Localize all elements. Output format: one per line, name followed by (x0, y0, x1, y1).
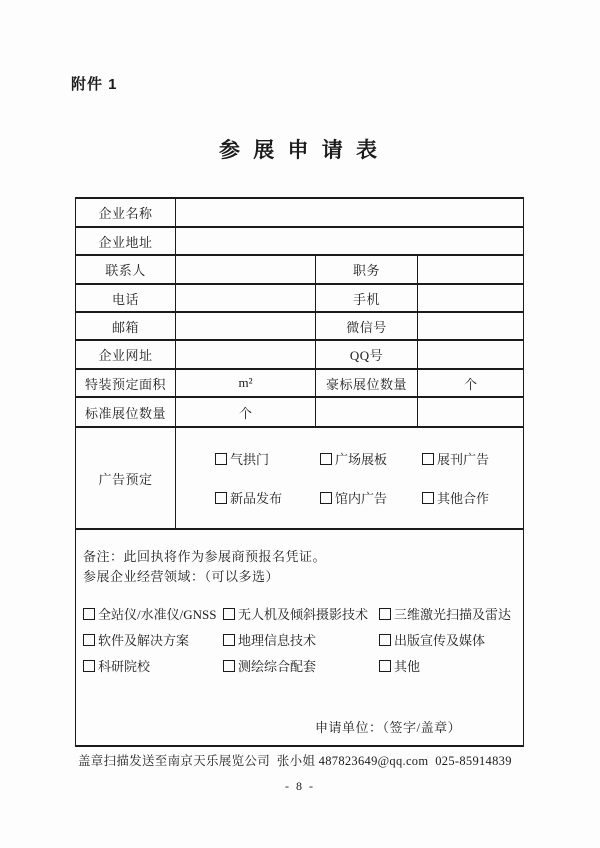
checkbox-software-solutions (83, 630, 223, 649)
option-label: 其他 (394, 658, 421, 674)
position-label: 职务 (316, 255, 418, 284)
checkbox-icon (320, 453, 332, 465)
qq-field (418, 340, 524, 369)
page-title: 参 展 申 请 表 (219, 138, 381, 162)
table-row (76, 284, 524, 312)
special-area-unit: m² (176, 369, 316, 397)
checkbox-icon (320, 492, 332, 504)
deluxe-booth-label: 豪标展位数量 (316, 369, 418, 397)
deluxe-booth-unit: 个 (418, 369, 524, 397)
option-label: 气拱门 (230, 452, 270, 467)
footer-contact-line: 盖章扫描发送至南京天乐展览公司 张小姐 487823649@qq.com 025-85914839 (78, 754, 512, 768)
special-area-label: 特装预定面积 (76, 369, 176, 397)
ad-reservation-label: 广告预定 (76, 427, 176, 529)
table-row (76, 312, 524, 340)
option-label: 三维激光扫描及雷达 (394, 606, 512, 622)
standard-booth-label: 标准展位数量 (76, 397, 176, 427)
table-row (76, 427, 524, 529)
checkbox-icon (223, 634, 235, 646)
checkbox-other (379, 656, 515, 675)
company-name-field (176, 198, 524, 227)
checkbox-icon (379, 634, 391, 646)
business-scope-heading: 参展企业经营领域：（可以多选） (83, 568, 280, 584)
table-row (76, 369, 524, 397)
checkbox-3d-laser-lidar (379, 604, 515, 623)
option-label: 全站仪/水准仪/GNSS (98, 606, 217, 622)
option-label: 无人机及倾斜摄影技术 (238, 606, 369, 622)
checkbox-uav-oblique-photography (223, 604, 379, 623)
table-row (76, 198, 524, 227)
mobile-label: 手机 (316, 284, 418, 312)
website-label: 企业网址 (76, 340, 176, 369)
checkbox-total-station-gnss (83, 604, 223, 623)
checkbox-hall-ad (320, 488, 422, 507)
option-label: 广场展板 (335, 452, 388, 467)
page-number: - 8 - (285, 779, 315, 793)
checkbox-icon (379, 660, 391, 672)
checkbox-journal-ad (422, 449, 523, 468)
table-row (76, 529, 524, 746)
ad-reservation-options (176, 427, 524, 529)
checkbox-research-institutes (83, 656, 223, 675)
option-label: 其他合作 (437, 491, 490, 506)
empty-cell (418, 397, 524, 427)
checkbox-other-cooperation (422, 488, 523, 507)
contact-person-field (176, 255, 316, 284)
option-label: 馆内广告 (335, 491, 388, 506)
checkbox-arch-gate (215, 449, 320, 468)
option-label: 地理信息技术 (238, 632, 317, 648)
email-label: 邮箱 (76, 312, 176, 340)
option-label: 软件及解决方案 (98, 632, 190, 648)
mobile-field (418, 284, 524, 312)
company-address-label: 企业地址 (76, 227, 176, 255)
checkbox-icon (83, 634, 95, 646)
checkbox-icon (215, 453, 227, 465)
option-label: 新品发布 (230, 491, 283, 506)
email-field (176, 312, 316, 340)
signature-line: 申请单位：（签字/盖章） (315, 719, 462, 735)
business-fields-grid (83, 604, 515, 675)
company-name-label: 企业名称 (76, 198, 176, 227)
option-label: 展刊广告 (437, 452, 490, 467)
remark-line: 备注：此回执将作为参展商预报名凭证。 (83, 548, 327, 564)
notes-cell (76, 529, 524, 746)
table-row (76, 397, 524, 427)
company-address-field (176, 227, 524, 255)
phone-label: 电话 (76, 284, 176, 312)
checkbox-icon (223, 608, 235, 620)
checkbox-surveying-support (223, 656, 379, 675)
table-row (76, 227, 524, 255)
checkbox-icon (223, 660, 235, 672)
website-field (176, 340, 316, 369)
contact-person-label: 联系人 (76, 255, 176, 284)
position-field (418, 255, 524, 284)
attachment-label: 附件 1 (71, 76, 118, 93)
checkbox-plaza-board (320, 449, 422, 468)
application-form-table (75, 197, 524, 747)
checkbox-icon (422, 492, 434, 504)
checkbox-icon (422, 453, 434, 465)
table-row (76, 340, 524, 369)
empty-cell (316, 397, 418, 427)
table-row (76, 255, 524, 284)
checkbox-icon (215, 492, 227, 504)
checkbox-icon (83, 660, 95, 672)
checkbox-icon (83, 608, 95, 620)
option-label: 测绘综合配套 (238, 658, 317, 674)
option-label: 科研院校 (98, 658, 151, 674)
qq-label: QQ号 (316, 340, 418, 369)
checkbox-product-launch (215, 488, 320, 507)
phone-field (176, 284, 316, 312)
checkbox-gis-technology (223, 630, 379, 649)
wechat-field (418, 312, 524, 340)
option-label: 出版宣传及媒体 (394, 632, 486, 648)
wechat-label: 微信号 (316, 312, 418, 340)
checkbox-icon (379, 608, 391, 620)
checkbox-publishing-media (379, 630, 515, 649)
standard-booth-unit: 个 (176, 397, 316, 427)
